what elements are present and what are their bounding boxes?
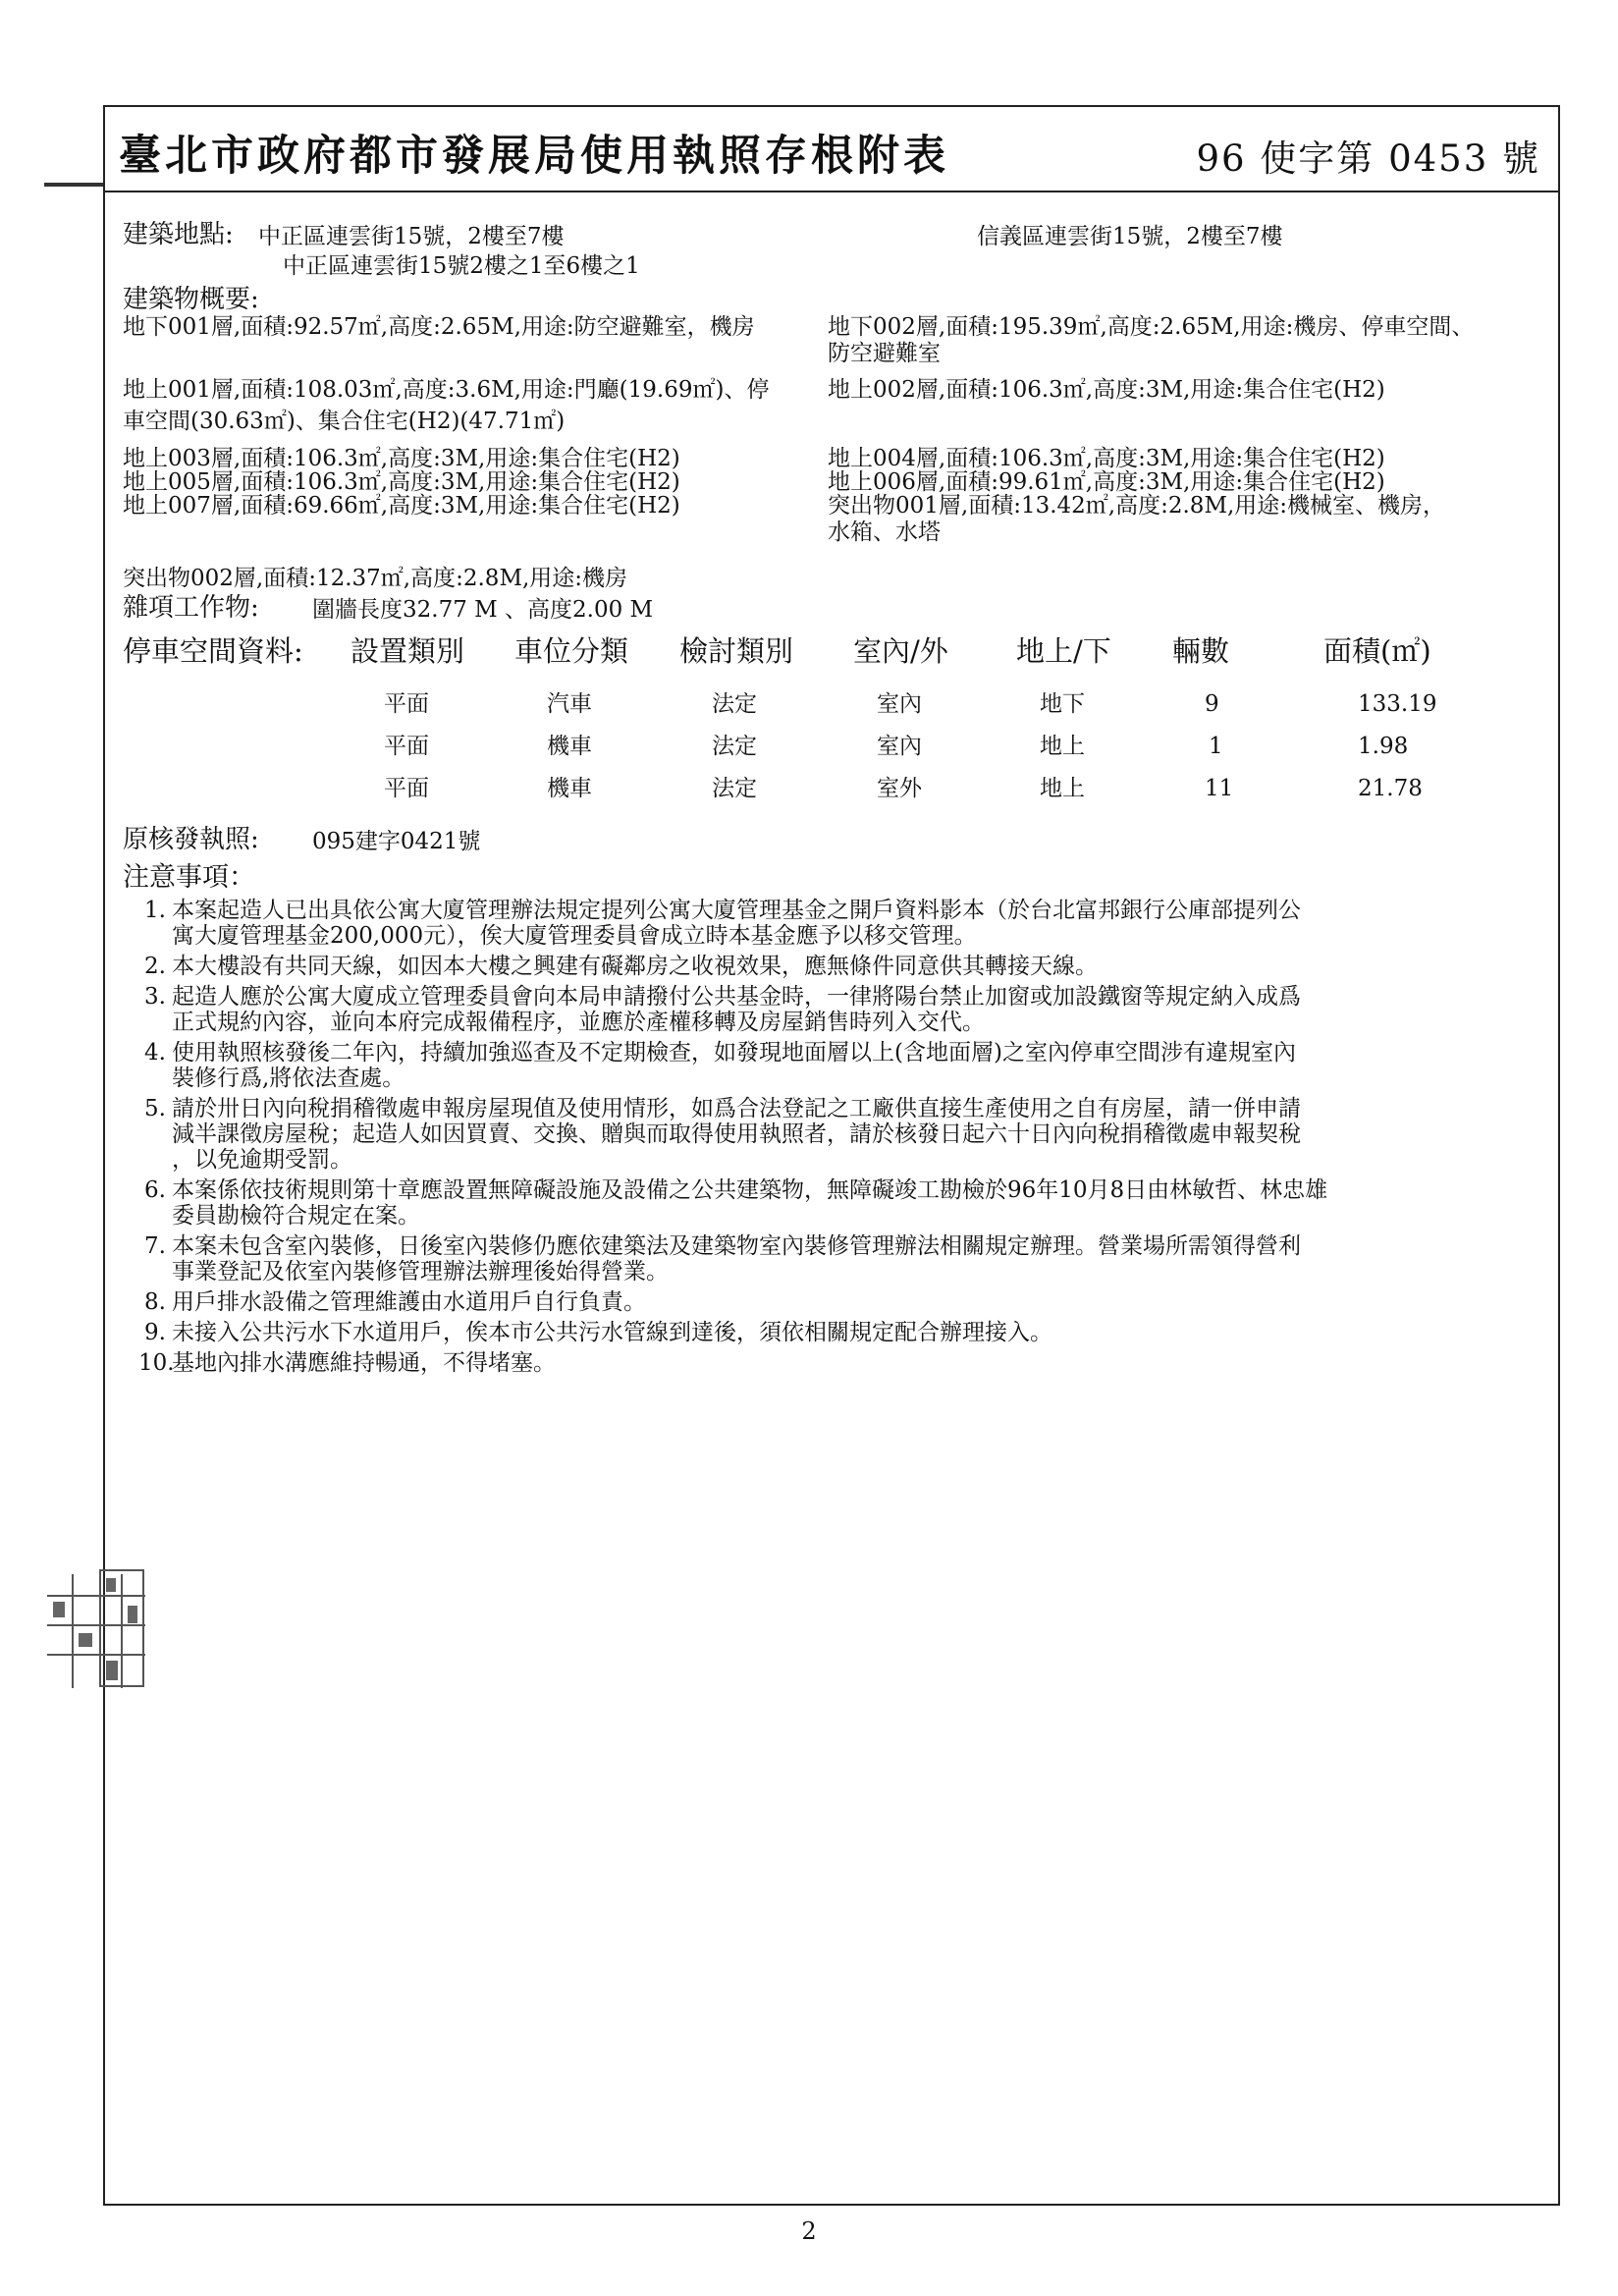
document-frame	[103, 105, 1560, 2206]
note-number: 6.	[144, 1177, 166, 1203]
parking-cell: 地上	[1040, 734, 1085, 759]
note-line: 本案未包含室內裝修，日後室內裝修仍應依建築法及建築物室內裝修管理辦法相關規定辦理。營業場所需領得營利	[172, 1233, 1301, 1259]
misc-section	[123, 593, 1546, 627]
floor-1-line-2: 車空間(30.63㎡)、集合住宅(H2)(47.71㎡)	[123, 409, 566, 434]
parking-cell: 1	[1209, 734, 1223, 759]
parking-cell: 法定	[712, 691, 757, 717]
floor-2: 地上002層,面積:106.3㎡,高度:3M,用途:集合住宅(H2)	[828, 377, 1385, 403]
parking-table-body	[123, 678, 1546, 807]
floor-4: 地上004層,面積:106.3㎡,高度:3M,用途:集合住宅(H2)	[828, 446, 1385, 471]
note-line: 本案起造人已出具依公寓大廈管理辦法規定提列公寓大廈管理基金之開戶資料影本（於台北富邦銀行公庫部提列公	[172, 898, 1301, 923]
note-line: 事業登記及依室內裝修管理辦法辦理後始得營業。	[172, 1259, 669, 1285]
parking-cell: 平面	[384, 776, 429, 801]
parking-cell: 11	[1205, 776, 1234, 801]
note-item	[123, 1096, 1546, 1173]
note-item	[123, 1289, 1546, 1315]
parking-col-2: 車位分類	[514, 634, 629, 668]
note-line: 基地內排水溝應維持暢通，不得堵塞。	[172, 1350, 556, 1376]
misc-value: 圍牆長度32.77 M 、高度2.00 M	[312, 597, 654, 623]
building-label: 建築物概要:	[123, 285, 259, 314]
note-line: 寓大廈管理基金200,000元），俟大廈管理委員會成立時本基金應予以移交管理。	[172, 923, 977, 949]
floor-1-line-1: 地上001層,面積:108.03㎡,高度:3.6M,用途:門廳(19.69㎡)、停	[123, 377, 770, 403]
parking-cell: 機車	[547, 776, 592, 801]
note-number: 1.	[144, 898, 166, 923]
note-line: 起造人應於公寓大廈成立管理委員會向本局申請撥付公共基金時，一律將陽台禁止加窗或加設鐵窗等規定納入成爲	[172, 984, 1301, 1010]
parking-cell: 機車	[547, 734, 592, 759]
note-line: 減半課徵房屋稅；起造人如因買賣、交換、贈與而取得使用執照者，請於核發日起六十日內向稅捐稽徵處申報契稅	[172, 1121, 1301, 1147]
note-line: 用戶排水設備之管理維護由水道用戶自行負責。	[172, 1289, 646, 1315]
page-number: 2	[801, 2217, 817, 2245]
document-content	[123, 220, 1546, 1381]
building-row-f3	[123, 446, 1546, 469]
parking-cell: 1.98	[1358, 734, 1409, 759]
parking-col-7: 面積(㎡)	[1323, 634, 1431, 668]
note-item	[123, 1040, 1546, 1091]
parking-cell: 平面	[384, 734, 429, 759]
scan-artifact-line	[44, 183, 105, 187]
notes-list	[123, 898, 1546, 1376]
note-item	[123, 1233, 1546, 1285]
parking-cell: 133.19	[1358, 691, 1437, 717]
note-number: 7.	[144, 1233, 166, 1259]
note-number: 4.	[144, 1040, 166, 1066]
building-row-f1	[123, 377, 1546, 446]
note-line: 本大樓設有共同天線，如因本大樓之興建有礙鄰房之收視效果，應無條件同意供其轉接天線。	[172, 954, 1098, 979]
floor-b2-line-2: 防空避難室	[828, 341, 941, 366]
parking-cell: 室內	[877, 691, 922, 717]
note-item	[123, 1350, 1546, 1376]
floor-6: 地上006層,面積:99.61㎡,高度:3M,用途:集合住宅(H2)	[828, 469, 1385, 495]
location-label: 建築地點:	[123, 220, 234, 249]
note-number: 5.	[144, 1096, 166, 1121]
document-title: 臺北市政府都市發展局使用執照存根附表	[119, 132, 949, 181]
location-section	[123, 220, 1546, 283]
original-permit-value: 095建字0421號	[312, 829, 481, 854]
floor-7: 地上007層,面積:69.66㎡,高度:3M,用途:集合住宅(H2)	[123, 493, 680, 519]
notes-title-row	[123, 864, 1546, 898]
note-item	[123, 984, 1546, 1035]
note-line: 未接入公共污水下水道用戶，俟本市公共污水管線到達後，須依相關規定配合辦理接入。	[172, 1320, 1052, 1345]
note-item	[123, 1177, 1546, 1229]
parking-label: 停車空間資料:	[123, 634, 303, 668]
note-number: 10.	[138, 1350, 175, 1376]
building-row-p2	[123, 566, 1546, 593]
note-line: 裝修行爲,將依法查處。	[172, 1066, 405, 1091]
note-line: 委員勘檢符合規定在案。	[172, 1203, 420, 1229]
note-item	[123, 1320, 1546, 1345]
parking-cell: 法定	[712, 776, 757, 801]
note-number: 8.	[144, 1289, 166, 1315]
parking-cell: 9	[1205, 691, 1219, 717]
parking-cell: 地上	[1040, 776, 1085, 801]
parking-cell: 法定	[712, 734, 757, 759]
parking-col-5: 地上/下	[1016, 634, 1111, 668]
floor-b2-line-1: 地下002層,面積:195.39㎡,高度:2.65M,用途:機房、停車空間、	[828, 314, 1475, 340]
notes-title: 注意事項：	[123, 862, 255, 893]
permit-number: 96 使字第 0453 號	[1196, 137, 1540, 180]
parking-cell: 21.78	[1358, 776, 1423, 801]
parking-cell: 平面	[384, 691, 429, 717]
floor-b1: 地下001層,面積:92.57㎡,高度:2.65M,用途:防空避難室，機房	[123, 314, 755, 340]
building-row-b1	[123, 314, 1546, 369]
note-item	[123, 954, 1546, 979]
location-right: 信義區連雲街15號，2樓至7樓	[977, 224, 1283, 249]
building-label-row	[123, 287, 1546, 314]
parking-cell: 室內	[877, 734, 922, 759]
parking-cell: 汽車	[547, 691, 592, 717]
parking-header-row	[123, 632, 1546, 678]
parking-col-6: 輛數	[1172, 634, 1230, 668]
penthouse-2: 突出物002層,面積:12.37㎡,高度:2.8M,用途:機房	[123, 566, 628, 591]
original-permit-section	[123, 825, 1546, 864]
official-seal-stamp	[43, 1566, 147, 1694]
note-number: 2.	[144, 954, 166, 979]
parking-cell: 地下	[1040, 691, 1085, 717]
parking-cell: 室外	[877, 776, 922, 801]
note-line: 正式規約內容，並向本府完成報備程序，並應於產權移轉及房屋銷售時列入交代。	[172, 1010, 985, 1035]
original-permit-label: 原核發執照:	[123, 825, 259, 854]
note-line: 請於卅日內向稅捐稽徵處申報房屋現值及使用情形，如爲合法登記之工廠供直接生產使用之自有房屋，請一併申請	[172, 1096, 1301, 1121]
parking-col-1: 設置類別	[351, 634, 465, 668]
misc-label: 雜項工作物:	[123, 593, 259, 623]
floor-5: 地上005層,面積:106.3㎡,高度:3M,用途:集合住宅(H2)	[123, 469, 680, 495]
note-item	[123, 898, 1546, 949]
parking-col-3: 檢討類別	[679, 634, 794, 668]
note-line: 使用執照核發後二年內，持續加強巡查及不定期檢查，如發現地面層以上(含地面層)之室內停車空間涉有違規室內	[172, 1040, 1296, 1066]
note-line: 本案係依技術規則第十章應設置無障礙設施及設備之公共建築物，無障礙竣工勘檢於96年10月8日由林敏哲、林忠雄	[172, 1177, 1328, 1203]
note-number: 9.	[144, 1320, 166, 1345]
location-line-1: 中正區連雲街15號，2樓至7樓	[258, 224, 565, 249]
building-row-f7	[123, 493, 1546, 566]
building-row-f5	[123, 469, 1546, 493]
floor-3: 地上003層,面積:106.3㎡,高度:3M,用途:集合住宅(H2)	[123, 446, 680, 471]
title-row	[105, 107, 1558, 192]
penthouse-1-line-1: 突出物001層,面積:13.42㎡,高度:2.8M,用途:機械室、機房，	[828, 493, 1446, 519]
parking-col-4: 室內/外	[853, 634, 948, 668]
location-line-2: 中正區連雲街15號2樓之1至6樓之1	[283, 253, 640, 279]
note-line: ，以免逾期受罰。	[172, 1147, 352, 1173]
note-number: 3.	[144, 984, 166, 1010]
penthouse-1-line-2: 水箱、水塔	[828, 519, 941, 545]
